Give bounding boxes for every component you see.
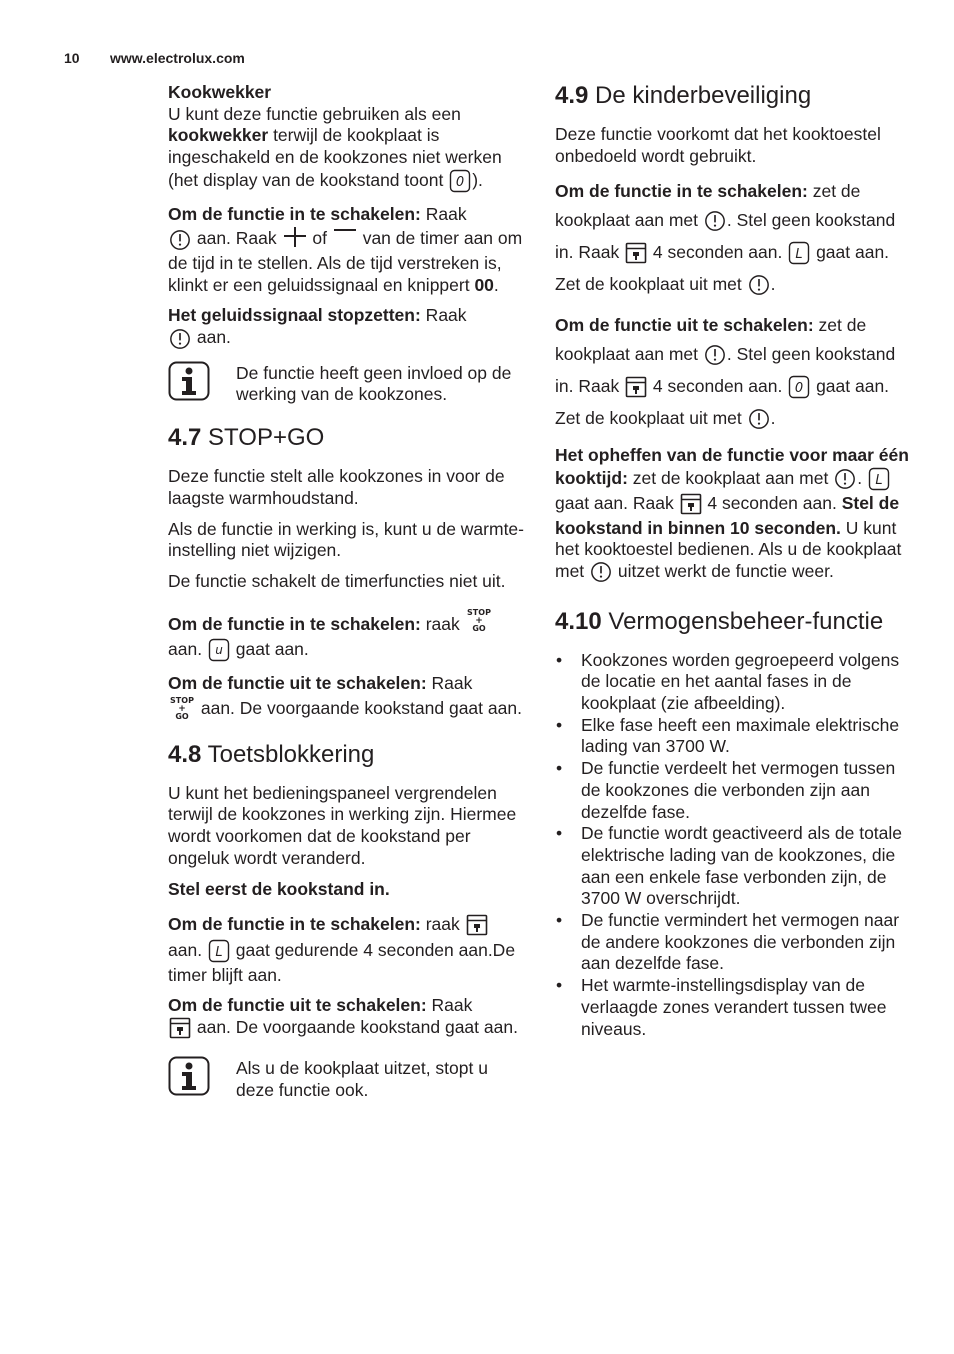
label: Het opheffen van de functie voor maar één kooktijd:	[555, 445, 909, 489]
text: .	[857, 468, 867, 489]
text: Raak	[426, 995, 473, 1016]
text: aan.	[168, 939, 207, 960]
lock-icon	[169, 1017, 191, 1042]
bold-instruction: Stel de kookstand in binnen 10 seconden.	[555, 492, 900, 538]
power-icon	[704, 343, 726, 372]
section-number: 4.8	[168, 740, 202, 768]
section-number: 4.9	[555, 82, 589, 109]
display-u-glyph: u	[215, 643, 223, 658]
lock-icon	[680, 493, 702, 518]
info-note	[168, 361, 524, 406]
bold-term: kookwekker	[168, 125, 269, 146]
label: Om de functie uit te schakelen:	[168, 995, 427, 1016]
text: .	[770, 274, 776, 295]
list-item: • De functie vermindert het vermogen naar de andere kookzones die verbonden zijn aan dezelfde fase.	[555, 910, 915, 975]
list-item: • De functie verdeelt het vermogen tussen de kookzones die verbonden zijn aan dezelfde fase.	[555, 758, 915, 823]
svg-text:+: +	[474, 615, 483, 626]
label: Om de functie uit te schakelen:	[555, 315, 814, 336]
info-icon	[168, 361, 210, 401]
text: Raak	[426, 673, 473, 694]
text: uitzet werkt de functie weer.	[613, 560, 834, 581]
section-number: 4.7	[168, 424, 202, 452]
text: ).	[472, 169, 483, 190]
kookwekker-intro	[168, 82, 524, 195]
text: .	[493, 274, 499, 295]
stop-go-icon	[466, 607, 492, 639]
text: gaat aan.	[230, 639, 309, 660]
section-heading-4-10	[555, 608, 915, 636]
lock-icon	[466, 914, 488, 939]
list-item: • Elke fase heeft een maximale elektrische lading van 3700 W.	[555, 715, 915, 758]
lock-icon	[625, 241, 647, 270]
section-heading-4-9	[555, 82, 915, 110]
info-note-text: Als u de kookplaat uitzet, stopt u deze functie ook.	[236, 1057, 488, 1100]
timer-icon	[169, 229, 191, 253]
text: 4 seconden aan.	[648, 376, 788, 397]
paragraph: Als de functie in werking is, kunt u de warmte-instelling niet wijzigen.	[168, 518, 524, 561]
text: Raak	[420, 305, 467, 326]
childlock-cancel	[555, 445, 915, 585]
section-title: Toetsblokkering	[201, 740, 375, 768]
svg-text:+: +	[178, 703, 186, 714]
paragraph: Deze functie voorkomt dat het kooktoestel onbedoeld wordt gebruikt.	[555, 124, 881, 166]
text: U kunt deze functie gebruiken als een	[168, 103, 461, 124]
power-icon	[590, 561, 612, 586]
page-number: 10	[64, 50, 80, 66]
timer-icon	[169, 328, 191, 352]
text: van de timer aan om de tijd in te stellen. Als de tijd verstreken is, klinkt er een geluidssignaal en knippert	[168, 228, 523, 295]
list-item: • Het warmte-instellingsdisplay van de verlaagde zones verandert tussen twee niveaus.	[555, 975, 915, 1040]
display-zero-icon	[788, 375, 810, 404]
display-zero-glyph: 0	[456, 174, 465, 190]
text: Raak	[420, 203, 467, 224]
plus-icon	[283, 225, 307, 253]
text: gaat aan. Zet de kookplaat uit met	[555, 376, 890, 429]
lock-icon	[625, 375, 647, 404]
text: .	[770, 408, 776, 429]
childlock-on	[555, 177, 915, 302]
section-title: De kinderbeveiliging	[588, 82, 812, 109]
text: aan.	[168, 639, 207, 660]
display-l-icon	[868, 467, 890, 493]
kookwekker-title: Kookwekker	[168, 82, 272, 102]
text: zet de kookplaat aan met	[555, 181, 861, 231]
text: gaat aan. Zet de kookplaat uit met	[555, 242, 890, 295]
power-icon	[748, 407, 770, 436]
bold-value: 00	[474, 274, 494, 295]
svg-text:0: 0	[795, 381, 804, 397]
stopgo-on	[168, 607, 524, 664]
display-l-icon	[208, 939, 230, 965]
minus-icon	[333, 225, 357, 253]
text: gaat aan. Raak	[555, 492, 679, 513]
text: aan. De voorgaande kookstand gaat aan.	[192, 1017, 518, 1038]
text: 4 seconden aan.	[702, 492, 842, 513]
right-column	[555, 82, 915, 1040]
text: 4 seconden aan.	[648, 242, 788, 263]
paragraph: De functie schakelt de timerfuncties niet uit.	[168, 570, 506, 591]
svg-text:STOP: STOP	[466, 607, 491, 617]
site-url: www.electrolux.com	[110, 50, 245, 66]
svg-text:GO: GO	[471, 623, 486, 633]
text: aan. De voorgaande kookstand gaat aan.	[196, 697, 522, 718]
childlock-off	[555, 311, 915, 436]
label: Om de functie uit te schakelen:	[168, 673, 427, 694]
display-l-glyph: L	[215, 944, 223, 960]
display-l-icon	[788, 241, 810, 270]
svg-text:GO: GO	[175, 711, 189, 721]
svg-text:L: L	[795, 247, 803, 263]
kookwekker-stop	[168, 305, 524, 351]
display-zero-icon	[449, 169, 471, 195]
bold-instruction: Stel eerst de kookstand in.	[168, 878, 390, 899]
svg-text:L: L	[875, 473, 883, 489]
text: aan.	[192, 327, 231, 348]
section-title: Vermogensbeheer-functie	[601, 607, 884, 635]
section-heading-4-7	[168, 424, 524, 452]
power-icon	[834, 468, 856, 493]
lock-off	[168, 995, 524, 1041]
label: Om de functie in te schakelen:	[168, 613, 421, 634]
lock-on	[168, 914, 524, 986]
section-heading-4-8	[168, 741, 524, 769]
section-number: 4.10	[555, 607, 602, 635]
left-column	[168, 82, 524, 1113]
label: Om de functie in te schakelen:	[168, 203, 421, 224]
info-note-text: De functie heeft geen invloed op de werking van de kookzones.	[236, 362, 512, 405]
stop-go-icon	[169, 695, 195, 723]
paragraph: U kunt het bedieningspaneel vergrendelen terwijl de kookzones in werking zijn. Hiermee wordt voorkomen dat de kookstand per ongeluk wordt veranderd.	[168, 782, 517, 868]
label: Het geluidssignaal stopzetten:	[168, 305, 421, 326]
paragraph	[168, 879, 524, 901]
label: Om de functie in te schakelen:	[555, 181, 808, 202]
page-header	[64, 50, 245, 66]
text: zet de kookplaat aan met	[627, 468, 834, 489]
power-icon	[704, 209, 726, 238]
text: . Stel geen kookstand in. Raak	[555, 344, 896, 397]
text: . Stel geen kookstand in. Raak	[555, 210, 896, 263]
kookwekker-on	[168, 204, 524, 297]
text: zet de kookplaat aan met	[555, 315, 867, 365]
list-item: • Kookzones worden gegroepeerd volgens de locatie en het aantal fases in de kookplaat (zie afbeelding).	[555, 650, 915, 715]
text: terwijl de kookplaat is ingeschakeld en de kookzones niet werken (het display van de kookstand toont	[168, 125, 502, 190]
power-management-list	[555, 650, 915, 1041]
info-note	[168, 1056, 524, 1101]
text: U kunt het kooktoestel bedienen. Als u de kookplaat met	[555, 517, 902, 581]
list-item: • De functie wordt geactiveerd als de totale elektrische lading van de kookzones, die aan een enkele fase verbonden zijn, de 3700 W overschrijdt.	[555, 823, 915, 910]
stopgo-off	[168, 673, 524, 723]
label: Om de functie in te schakelen:	[168, 914, 421, 935]
paragraph: Deze functie stelt alle kookzones in voor de laagste warmhoudstand.	[168, 466, 505, 508]
text: of	[307, 228, 332, 249]
text: gaat gedurende 4 seconden aan.De timer blijft aan.	[168, 939, 516, 985]
svg-text:STOP: STOP	[170, 695, 194, 705]
text: raak	[420, 613, 465, 634]
info-icon	[168, 1056, 210, 1096]
section-title: STOP+GO	[201, 424, 325, 452]
power-icon	[748, 273, 770, 302]
display-u-icon	[208, 638, 230, 664]
text: aan. Raak	[192, 228, 282, 249]
text: raak	[420, 914, 465, 935]
